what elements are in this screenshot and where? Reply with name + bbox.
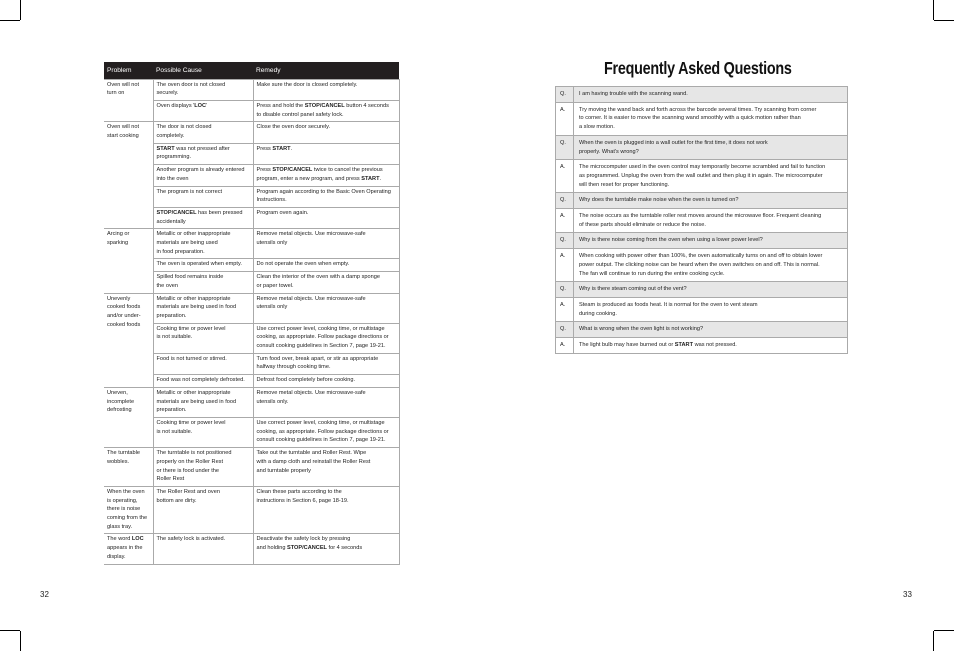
cause-cell: Metallic or other inappropriate materials are being used in food preparation. [153,229,253,259]
faq-question-row [556,193,848,209]
faq-question-label: Q. [556,322,574,338]
remedy-cell: Program oven again. [253,207,399,228]
faq-answer-label: A. [556,297,574,321]
troubleshooting-table [104,62,400,565]
table-row [104,122,399,143]
faq-question-row [556,322,848,338]
faq-body [556,87,848,354]
problem-cell: Oven will not start cooking [104,122,153,229]
problem-cell: Arcing or sparking [104,229,153,293]
remedy-cell: Press START. [253,143,399,164]
cause-cell: The program is not correct [153,186,253,207]
table-row [104,486,399,534]
cause-cell: STOP/CANCEL has been pressed accidentally [153,207,253,228]
table-row [104,534,399,564]
faq-answer-label: A. [556,249,574,282]
cause-cell: Another program is already entered into the oven [153,165,253,186]
cause-cell: The oven is operated when empty. [153,259,253,272]
faq-question-text: Why does the turntable make noise when the oven is turned on? [574,193,848,209]
faq-question-text: When the oven is plugged into a wall outlet for the first time, it does not work properly. What's wrong? [574,135,848,159]
table-row [104,293,399,323]
faq-question-text: Why is there steam coming out of the vent? [574,282,848,298]
remedy-cell: Clean the interior of the oven with a damp sponge or paper towel. [253,272,399,293]
faq-answer-text: Try moving the wand back and forth across the barcode several times. Try scanning from corner to corner. It is easier to move the scanning wand smoothly with a quick motion rather than a slow motion. [574,102,848,135]
faq-answer-text: Steam is produced as foods heat. It is normal for the oven to vent steam during cooking. [574,297,848,321]
table-row [104,387,399,417]
header-problem: Problem [104,62,153,79]
page-number: 32 [40,590,49,599]
faq-question-text: I am having trouble with the scanning wand. [574,87,848,103]
faq-answer-row [556,102,848,135]
faq-question-row [556,87,848,103]
cause-cell: Metallic or other inappropriate materials are being used in food preparation. [153,293,253,323]
cause-cell: The oven door is not closed securely. [153,79,253,100]
cause-cell: The safety lock is activated. [153,534,253,564]
cause-cell: The door is not closed completely. [153,122,253,143]
faq-question-label: Q. [556,193,574,209]
cause-cell: Food was not completely defrosted. [153,375,253,388]
cause-cell: The turntable is not positioned properly on the Roller Rest or there is food under the Roller Rest [153,448,253,487]
cause-cell: Spilled food remains inside the oven [153,272,253,293]
faq-answer-row [556,160,848,193]
faq-question-label: Q. [556,135,574,159]
remedy-cell: Program again according to the Basic Oven Operating Instructions. [253,186,399,207]
faq-question-text: What is wrong when the oven light is not working? [574,322,848,338]
faq-answer-label: A. [556,160,574,193]
problem-cell: When the oven is operating, there is noise coming from the glass tray. [104,486,153,534]
table-header-row [104,62,399,79]
remedy-cell: Remove metal objects. Use microwave-safe utensils only [253,293,399,323]
faq-answer-row [556,209,848,233]
cause-cell: START was not pressed after programming. [153,143,253,164]
table-row [104,448,399,487]
problem-cell: Oven will not turn on [104,79,153,122]
header-cause: Possible Cause [153,62,253,79]
remedy-cell: Make sure the door is closed completely. [253,79,399,100]
problem-cell: Unevenly cooked foods and/or under- cooked foods [104,293,153,387]
cause-cell: Oven displays 'LOC' [153,100,253,121]
cause-cell: The Roller Rest and oven bottom are dirty. [153,486,253,534]
remedy-cell: Remove metal objects. Use microwave-safe utensils only. [253,387,399,417]
faq-answer-text: The microcomputer used in the oven control may temporarily become scrambled and fail to function as programmed. Unplug the oven from the wall outlet and then plug it in again. The microcomputer will then reset for proper functioning. [574,160,848,193]
problem-cell: The turntable wobbles. [104,448,153,487]
faq-answer-label: A. [556,338,574,354]
faq-question-label: Q. [556,282,574,298]
remedy-cell: Use correct power level, cooking time, or multistage cooking, as appropriate. Follow package directions or consult cooking guidelines in Section 7, page 19-21. [253,418,399,448]
faq-question-label: Q. [556,233,574,249]
remedy-cell: Defrost food completely before cooking. [253,375,399,388]
table-row [104,79,399,100]
remedy-cell: Press STOP/CANCEL twice to cancel the previous program, enter a new program, and press START. [253,165,399,186]
faq-answer-label: A. [556,209,574,233]
remedy-cell: Use correct power level, cooking time, or multistage cooking, as appropriate. Follow package directions or consult cooking guidelines in Section 7, page 19-21. [253,323,399,353]
remedy-cell: Clean these parts according to the instructions in Section 6, page 18-19. [253,486,399,534]
faq-answer-text: The noise occurs as the turntable roller rest moves around the microwave floor. Frequent cleaning of these parts should eliminate or reduce the noise. [574,209,848,233]
faq-answer-text: The light bulb may have burned out or START was not pressed. [574,338,848,354]
cause-cell: Metallic or other inappropriate materials are being used in food preparation. [153,387,253,417]
faq-answer-row [556,338,848,354]
remedy-cell: Remove metal objects. Use microwave-safe utensils only [253,229,399,259]
faq-answer-text: When cooking with power other than 100%, the oven automatically turns on and off to obtain lower power output. The clicking noise can be heard when the oven switches on and off. This is normal. The fan will continue to run during the entire cooking cycle. [574,249,848,282]
problem-cell: Uneven, incomplete defrosting [104,387,153,447]
faq-question-row [556,135,848,159]
cause-cell: Food is not turned or stirred. [153,353,253,374]
table-row [104,229,399,259]
remedy-cell: Press and hold the STOP/CANCEL button 4 seconds to disable control panel safety lock. [253,100,399,121]
remedy-cell: Take out the turntable and Roller Rest. Wipe with a damp cloth and reinstall the Roller Rest and turntable properly [253,448,399,487]
faq-answer-row [556,297,848,321]
cause-cell: Cooking time or power level is not suitable. [153,418,253,448]
remedy-cell: Close the oven door securely. [253,122,399,143]
faq-question-text: Why is there noise coming from the oven when using a lower power level? [574,233,848,249]
faq-question-row [556,282,848,298]
header-remedy: Remedy [253,62,399,79]
faq-question-label: Q. [556,87,574,103]
remedy-cell: Turn food over, break apart, or stir as appropriate halfway through cooking time. [253,353,399,374]
remedy-cell: Deactivate the safety lock by pressing and holding STOP/CANCEL for 4 seconds [253,534,399,564]
troubleshooting-body [104,79,399,564]
faq-table [555,86,848,354]
faq-answer-label: A. [556,102,574,135]
page-number: 33 [903,590,912,599]
problem-cell: The word LOC appears in the display. [104,534,153,564]
faq-answer-row [556,249,848,282]
page-title: Frequently Asked Questions [604,58,792,78]
right-page [477,0,954,651]
cause-cell: Cooking time or power level is not suitable. [153,323,253,353]
faq-question-row [556,233,848,249]
remedy-cell: Do not operate the oven when empty. [253,259,399,272]
